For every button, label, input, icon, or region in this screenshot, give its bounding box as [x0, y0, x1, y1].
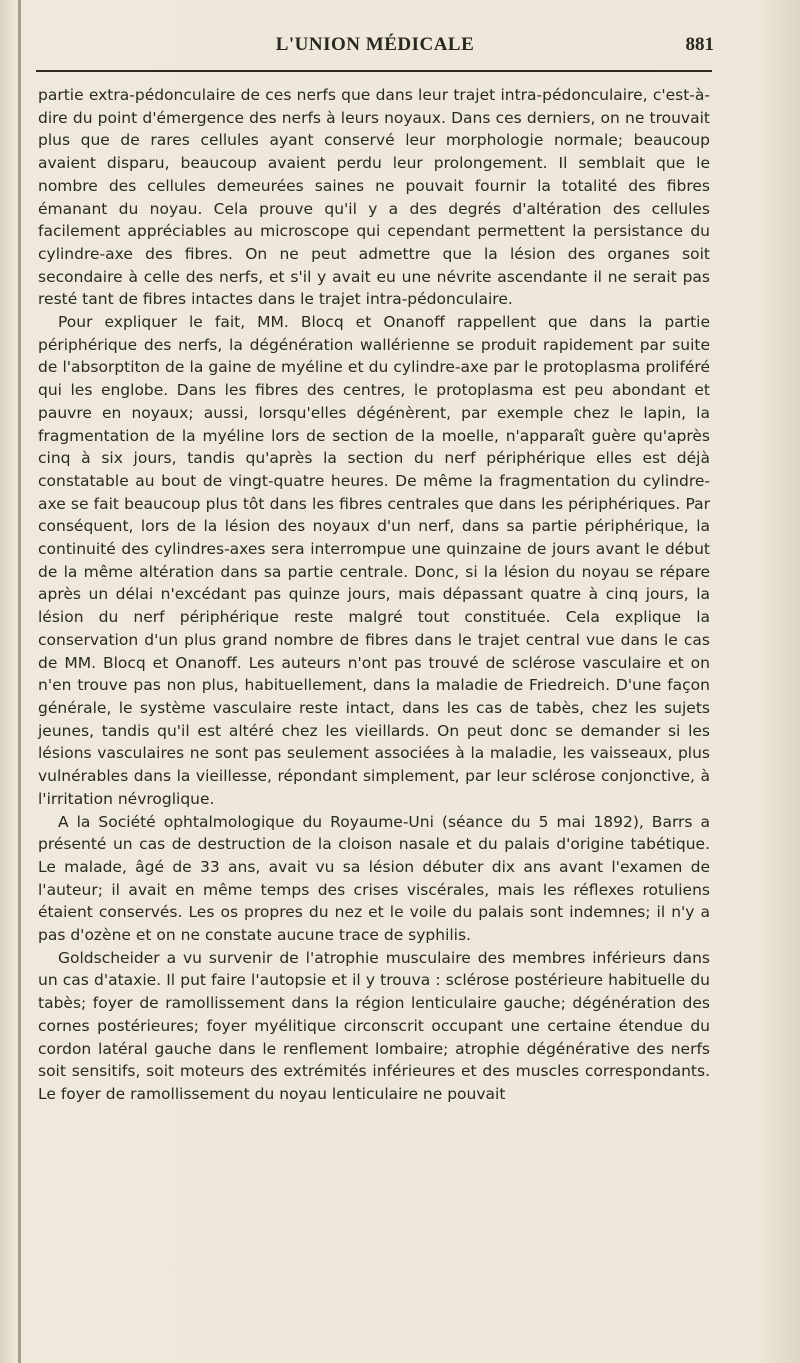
- paragraph-continuation: partie extra-pédonculaire de ces nerfs que dans leur trajet intra-pédonculaire, c'est-à-dire du point d'émergence des nerfs à leurs noyaux. Dans ces derniers, on ne trouvait plus que de rares cellules ayant conservé leur morphologie normale; beaucoup avaient disparu, beaucoup avaient perdu leur prolongement. Il semblait que le nombre des cellules demeurées saines ne pouvait fournir la totalité des fibres émanant du noyau. Cela prouve qu'il y a des degrés d'altération des cellules facilement appréciables au microscope qui cependant permettent la persistance du cylindre-axe des fibres. On ne peut admettre que la lésion des organes soit secondaire à celle des nerfs, et s'il y avait eu une névrite ascendante il ne serait pas resté tant de fibres intactes dans le trajet intra-pédonculaire.: [38, 86, 710, 309]
- paragraph-blocq-onanoff: Pour expliquer le fait, MM. Blocq et Onanoff rappellent que dans la partie périphérique des nerfs, la dégénération wallérienne se produit rapidement par suite de l'absorptiton de la gaine de myéline et du cylindre-axe par le protoplasma proliféré qui les englobe. Dans les fibres des centres, le protoplasma est peu abondant et pauvre en noyaux; aussi, lorsqu'elles dégénèrent, par exemple chez le lapin, la fragmentation de la myéline lors de section de la moelle, n'apparaît guère qu'après cinq à six jours, tandis qu'après la section du nerf périphérique elles est déjà constatable au bout de vingt-quatre heures. De même la fragmentation du cylindre-axe se fait beaucoup plus tôt dans les fibres centrales que dans les périphériques. Par conséquent, lors de la lésion des noyaux d'un nerf, dans sa partie périphérique, la continuité des cylindres-axes sera interrompue une quinzaine de jours avant le début de la même altération dans sa partie centrale. Donc, si la lésion du noyau se répare après un délai n'excédant pas quinze jours, mais dépassant quatre à cinq jours, la lésion du nerf périphérique reste malgré tout constituée. Cela explique la conservation d'un plus grand nombre de fibres dans le trajet central vue dans le cas de MM. Blocq et Onanoff. Les auteurs n'ont pas trouvé de sclérose vasculaire et on n'en trouve pas non plus, habituellement, dans la maladie de Friedreich. D'une façon générale, le système vasculaire reste intact, dans les cas de tabès, chez les sujets jeunes, tandis qu'il est altéré chez les vieillards. On peut donc se demander si les lésions vasculaires ne sont pas seulement associées à la maladie, les vaisseaux, plus vulnérables dans la vieillesse, répondant simplement, par leur sclérose conjonctive, à l'irritation névroglique.: [38, 313, 710, 808]
- paragraph-barrs: A la Société ophtalmologique du Royaume-Uni (séance du 5 mai 1892), Barrs a présenté un cas de destruction de la cloison nasale et du palais d'origine tabétique. Le malade, âgé de 33 ans, avait vu sa lésion débuter dix ans avant l'examen de l'auteur; il avait en même temps des crises viscérales, mais les réflexes rotuliens étaient conservés. Les os propres du nez et le voile du palais sont indemnes; il n'y a pas d'ozène et on ne constate aucune trace de syphilis.: [38, 812, 710, 945]
- page-header: [30, 34, 720, 66]
- paragraph-goldscheider: Goldscheider a vu survenir de l'atrophie musculaire des membres inférieurs dans un cas d'ataxie. Il put faire l'autopsie et il y trouva : sclérose postérieure habituelle du tabès; foyer de ramollissement dans la région lenticulaire gauche; dégénération des cornes postérieures; foyer myélitique circonscrit occupant une certaine étendue du cordon latéral gauche dans le renflement lombaire; atrophie dégénérative des nerfs soit sensitifs, soit moteurs des extrémités inférieures et des muscles correspondants. Le foyer de ramollissement du noyau lenticulaire ne pouvait: [38, 948, 710, 1103]
- header-rule: [36, 70, 712, 72]
- running-title: L'UNION MÉDICALE: [275, 34, 475, 55]
- binding-edge: [18, 0, 21, 1363]
- article-body: [38, 84, 710, 1106]
- page-number: 881: [685, 34, 714, 55]
